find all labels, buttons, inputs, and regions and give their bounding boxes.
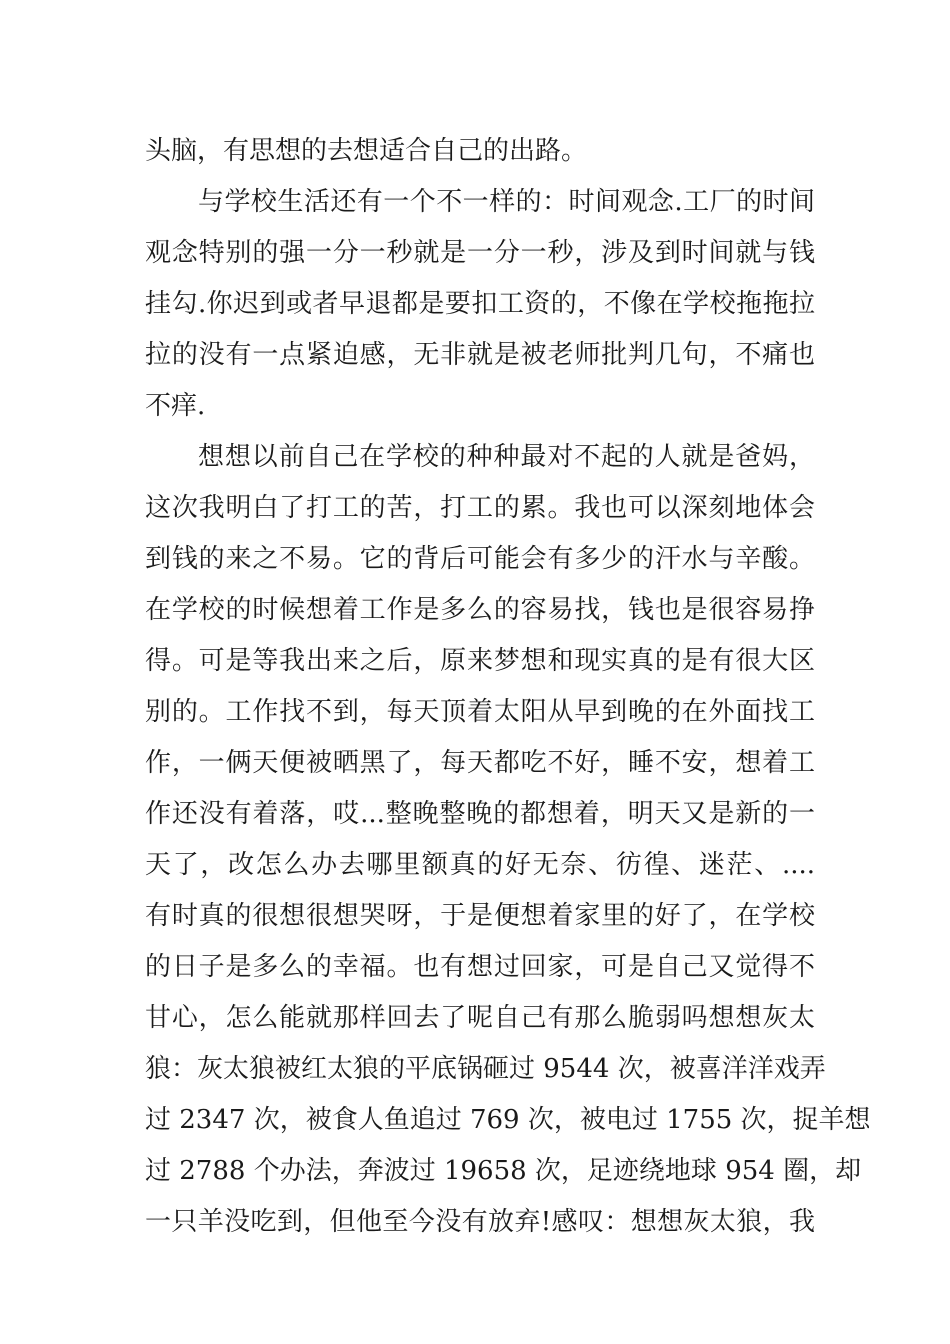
text-line: 过 2788 个办法，奔波过 19658 次，足迹绕地球 954 圈，却 (145, 1156, 862, 1186)
document-body (145, 126, 871, 1248)
text-line: 不痒. (145, 391, 206, 421)
text-line: 作还没有着落，哎...整晚整晚的都想着，明天又是新的一 (145, 799, 815, 829)
text-line: 想想以前自己在学校的种种最对不起的人就是爸妈， (198, 442, 815, 472)
text-line: 甘心，怎么能就那样回去了呢自己有那么脆弱吗想想灰太 (145, 1003, 815, 1033)
text-line: 天了，改怎么办去哪里额真的好无奈、彷徨、迷茫、.... (145, 850, 815, 880)
text-line: 一只羊没吃到，但他至今没有放弃!感叹：想想灰太狼，我 (145, 1207, 815, 1237)
text-line: 狼：灰太狼被红太狼的平底锅砸过 9544 次，被喜洋洋戏弄 (145, 1054, 826, 1084)
text-line: 拉的没有一点紧迫感，无非就是被老师批判几句，不痛也 (145, 340, 815, 370)
text-line: 在学校的时候想着工作是多么的容易找，钱也是很容易挣 (145, 595, 815, 625)
text-line: 的日子是多么的幸福。也有想过回家，可是自己又觉得不 (145, 952, 815, 982)
text-line: 挂勾.你迟到或者早退都是要扣工资的，不像在学校拖拖拉 (145, 289, 815, 319)
text-line: 到钱的来之不易。它的背后可能会有多少的汗水与辛酸。 (145, 544, 815, 574)
text-line: 别的。工作找不到，每天顶着太阳从早到晚的在外面找工 (145, 697, 815, 727)
text-line: 作，一俩天便被晒黑了，每天都吃不好，睡不安，想着工 (145, 748, 815, 778)
text-line: 与学校生活还有一个不一样的：时间观念.工厂的时间 (198, 187, 815, 217)
text-line: 得。可是等我出来之后，原来梦想和现实真的是有很大区 (145, 646, 815, 676)
text-line: 观念特别的强一分一秒就是一分一秒，涉及到时间就与钱 (145, 238, 815, 268)
text-line: 有时真的很想很想哭呀，于是便想着家里的好了，在学校 (145, 901, 815, 931)
text-line: 头脑，有思想的去想适合自己的出路。 (145, 136, 588, 166)
text-line: 这次我明白了打工的苦，打工的累。我也可以深刻地体会 (145, 493, 815, 523)
text-line: 过 2347 次，被食人鱼追过 769 次，被电过 1755 次，捉羊想 (145, 1105, 871, 1135)
